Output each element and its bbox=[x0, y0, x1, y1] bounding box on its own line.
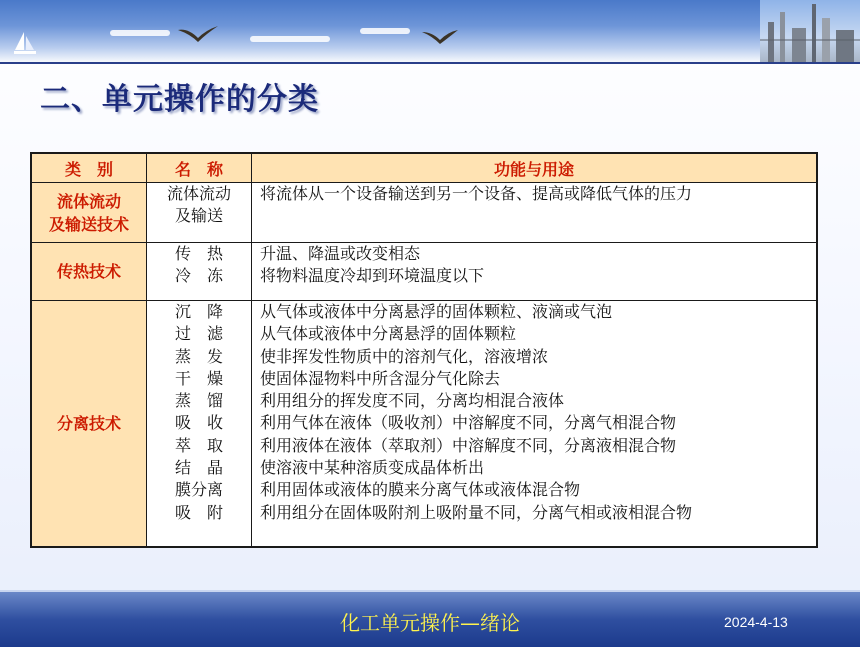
header-banner bbox=[0, 0, 860, 64]
function-cell bbox=[252, 183, 818, 243]
seagull-icon bbox=[420, 28, 460, 48]
function-text: 利用组分的挥发度不同，分离均相混合液体 bbox=[260, 391, 565, 411]
cloud-decoration bbox=[250, 36, 330, 42]
name-cell bbox=[147, 301, 252, 547]
function-text: 利用气体在液体（吸收剂）中溶解度不同，分离气相混合物 bbox=[260, 413, 677, 433]
function-text: 利用组分在固体吸附剂上吸附量不同，分离气相或液相混合物 bbox=[260, 502, 693, 522]
classification-table bbox=[30, 152, 818, 548]
course-title: 化工单元操作—绪论 bbox=[340, 611, 520, 635]
name-cell bbox=[147, 183, 252, 243]
operation-name: 萃 取 bbox=[174, 435, 223, 455]
category-label: 传热技术 bbox=[56, 262, 121, 281]
function-text: 从气体或液体中分离悬浮的固体颗粒、液滴或气泡 bbox=[260, 302, 613, 321]
function-text: 将物料温度冷却到环境温度以下 bbox=[260, 266, 485, 286]
header-function: 功能与用途 bbox=[252, 153, 818, 183]
operation-name: 过 滤 bbox=[174, 324, 223, 344]
function-text: 将流体从一个设备输送到另一个设备、提高或降低气体的压力 bbox=[260, 184, 693, 203]
operation-name: 蒸 馏 bbox=[174, 391, 223, 411]
operation-name: 流体流动 bbox=[166, 184, 231, 203]
function-text: 从气体或液体中分离悬浮的固体颗粒 bbox=[260, 324, 517, 344]
category-cell bbox=[31, 301, 147, 547]
footer-bar bbox=[0, 590, 860, 647]
operation-name: 冷 冻 bbox=[174, 266, 223, 286]
operation-name: 结 晶 bbox=[174, 458, 223, 478]
function-cell bbox=[252, 301, 818, 547]
operation-name: 传 热 bbox=[174, 244, 223, 263]
function-text: 利用液体在液体（萃取剂）中溶解度不同，分离液相混合物 bbox=[260, 435, 677, 455]
banner-divider bbox=[0, 62, 860, 64]
function-cell bbox=[252, 243, 818, 301]
category-label: 流体流动 bbox=[56, 191, 121, 211]
sailboat-icon bbox=[12, 30, 38, 58]
operation-name: 及输送 bbox=[174, 206, 223, 226]
operation-name: 吸 收 bbox=[174, 413, 223, 433]
category-label: 及输送技术 bbox=[48, 214, 129, 234]
function-text: 使固体湿物料中所含湿分气化除去 bbox=[260, 368, 501, 388]
slide-date: 2024-4-13 bbox=[724, 614, 788, 630]
category-cell bbox=[31, 183, 147, 243]
table-row bbox=[31, 301, 817, 547]
function-text: 利用固体或液体的膜来分离气体或液体混合物 bbox=[260, 480, 581, 500]
operation-name: 沉 降 bbox=[174, 302, 223, 321]
operation-name: 干 燥 bbox=[174, 368, 223, 388]
header-category: 类 别 bbox=[31, 153, 147, 183]
cloud-decoration bbox=[110, 30, 170, 36]
function-text: 升温、降温或改变相态 bbox=[260, 244, 421, 263]
slide-title: 二、单元操作的分类 bbox=[40, 82, 319, 117]
operation-name: 蒸 发 bbox=[174, 346, 223, 366]
function-text: 使溶液中某种溶质变成晶体析出 bbox=[260, 458, 485, 478]
operation-name: 膜分离 bbox=[174, 480, 223, 500]
table-header-row bbox=[31, 153, 817, 183]
function-text: 使非挥发性物质中的溶剂气化，溶液增浓 bbox=[260, 346, 549, 366]
category-cell bbox=[31, 243, 147, 301]
factory-image bbox=[760, 0, 860, 62]
seagull-icon bbox=[176, 24, 220, 46]
category-label: 分离技术 bbox=[56, 413, 121, 433]
header-name: 名 称 bbox=[147, 153, 252, 183]
name-cell bbox=[147, 243, 252, 301]
table-row bbox=[31, 183, 817, 243]
table-row bbox=[31, 243, 817, 301]
operation-name: 吸 附 bbox=[174, 502, 223, 522]
cloud-decoration bbox=[360, 28, 410, 34]
